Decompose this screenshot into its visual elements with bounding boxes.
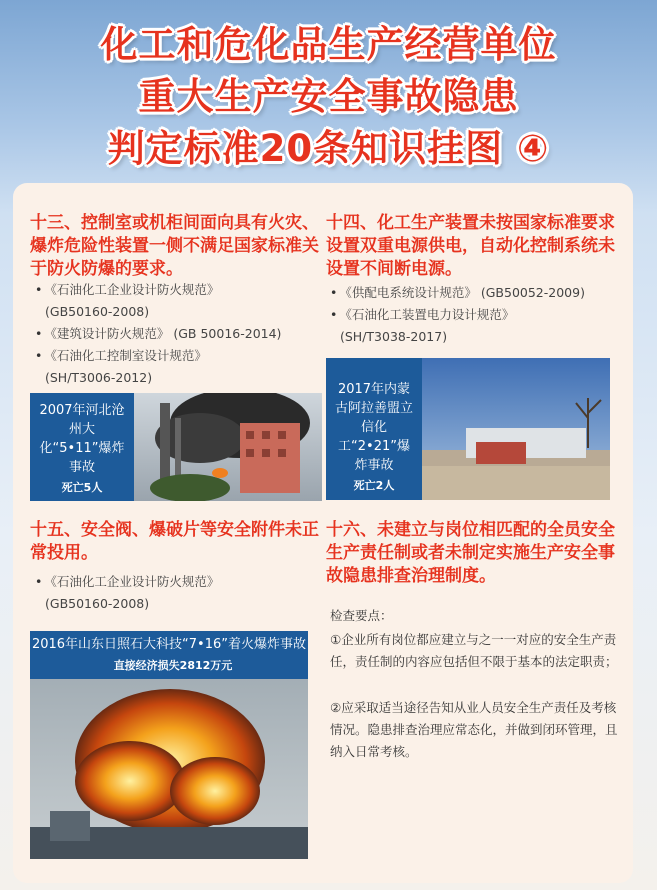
content-panel	[13, 183, 633, 883]
section-14-title: 十四、化工生产装置未按国家标准要求设置双重电源供电，自动化控制系统未设置不间断电源。	[326, 213, 615, 279]
ref-item: • 《供配电系统设计规范》 (GB50052-2009)	[330, 285, 585, 300]
section-15-photo	[30, 631, 308, 859]
poster-title-line-2: 重大生产安全事故隐患	[138, 75, 519, 118]
section-13-photo	[30, 393, 322, 501]
section-16-title: 十六、未建立与岗位相匹配的全员安全生产责任制或者未制定实施生产安全事故隐患排查治理制度。	[326, 520, 615, 586]
poster-title-line-3: 判定标准20条知识挂图 ④	[107, 127, 550, 170]
ref-item: • 《石油化工企业设计防火规范》	[35, 574, 220, 589]
ref-item: (SH/T3038-2017)	[340, 329, 448, 344]
section-14-refs	[330, 282, 626, 348]
section-16-point-1: ①企业所有岗位都应建立与之一一对应的安全生产责任，责任制的内容应包括但不限于基本的法定职责；	[330, 632, 618, 669]
section-13-caption	[30, 393, 134, 501]
poster-title-line-1: 化工和危化品生产经营单位	[100, 23, 557, 66]
ref-item: (GB50160-2008)	[45, 304, 150, 319]
ref-item: • 《石油化工企业设计防火规范》	[35, 282, 220, 297]
section-15-title: 十五、安全阀、爆破片等安全附件未正常投用。	[30, 520, 319, 563]
caption-text: 2016年山东日照石大科技“7•16”着火爆炸事故	[31, 637, 307, 652]
section-15-caption	[30, 631, 308, 679]
section-15-refs	[35, 571, 325, 615]
ref-item: • 《石油化工装置电力设计规范》	[330, 307, 515, 322]
ref-item: • 《石油化工控制室设计规范》	[35, 348, 207, 363]
section-14-caption	[326, 358, 422, 500]
caption-loss: 直接经济损失2812万元	[113, 659, 233, 672]
section-13-title: 十三、控制室或机柜间面向具有火灾、爆炸危险性装置一侧不满足国家标准关于防火防爆的要求。	[30, 213, 319, 279]
caption-text: 2007年河北沧州大化“5•11”爆炸事故	[39, 403, 125, 475]
caption-casualties: 死亡2人	[353, 479, 395, 492]
caption-text: 2017年内蒙古阿拉善盟立信化工“2•21”爆炸事故	[334, 382, 413, 473]
caption-casualties: 死亡5人	[61, 481, 103, 494]
section-16-point-2: ②应采取适当途径告知从业人员安全生产责任及考核情况。隐患排查治理应常态化，并做到闭环管理，且纳入日常考核。	[330, 700, 618, 759]
ref-item: • 《建筑设计防火规范》 (GB 50016-2014)	[35, 326, 282, 341]
section-14-photo	[326, 358, 610, 500]
section-13-refs	[35, 279, 325, 389]
ref-item: (GB50160-2008)	[45, 596, 150, 611]
ref-item: (SH/T3006-2012)	[45, 370, 153, 385]
section-16-check-label: 检查要点：	[330, 608, 393, 623]
